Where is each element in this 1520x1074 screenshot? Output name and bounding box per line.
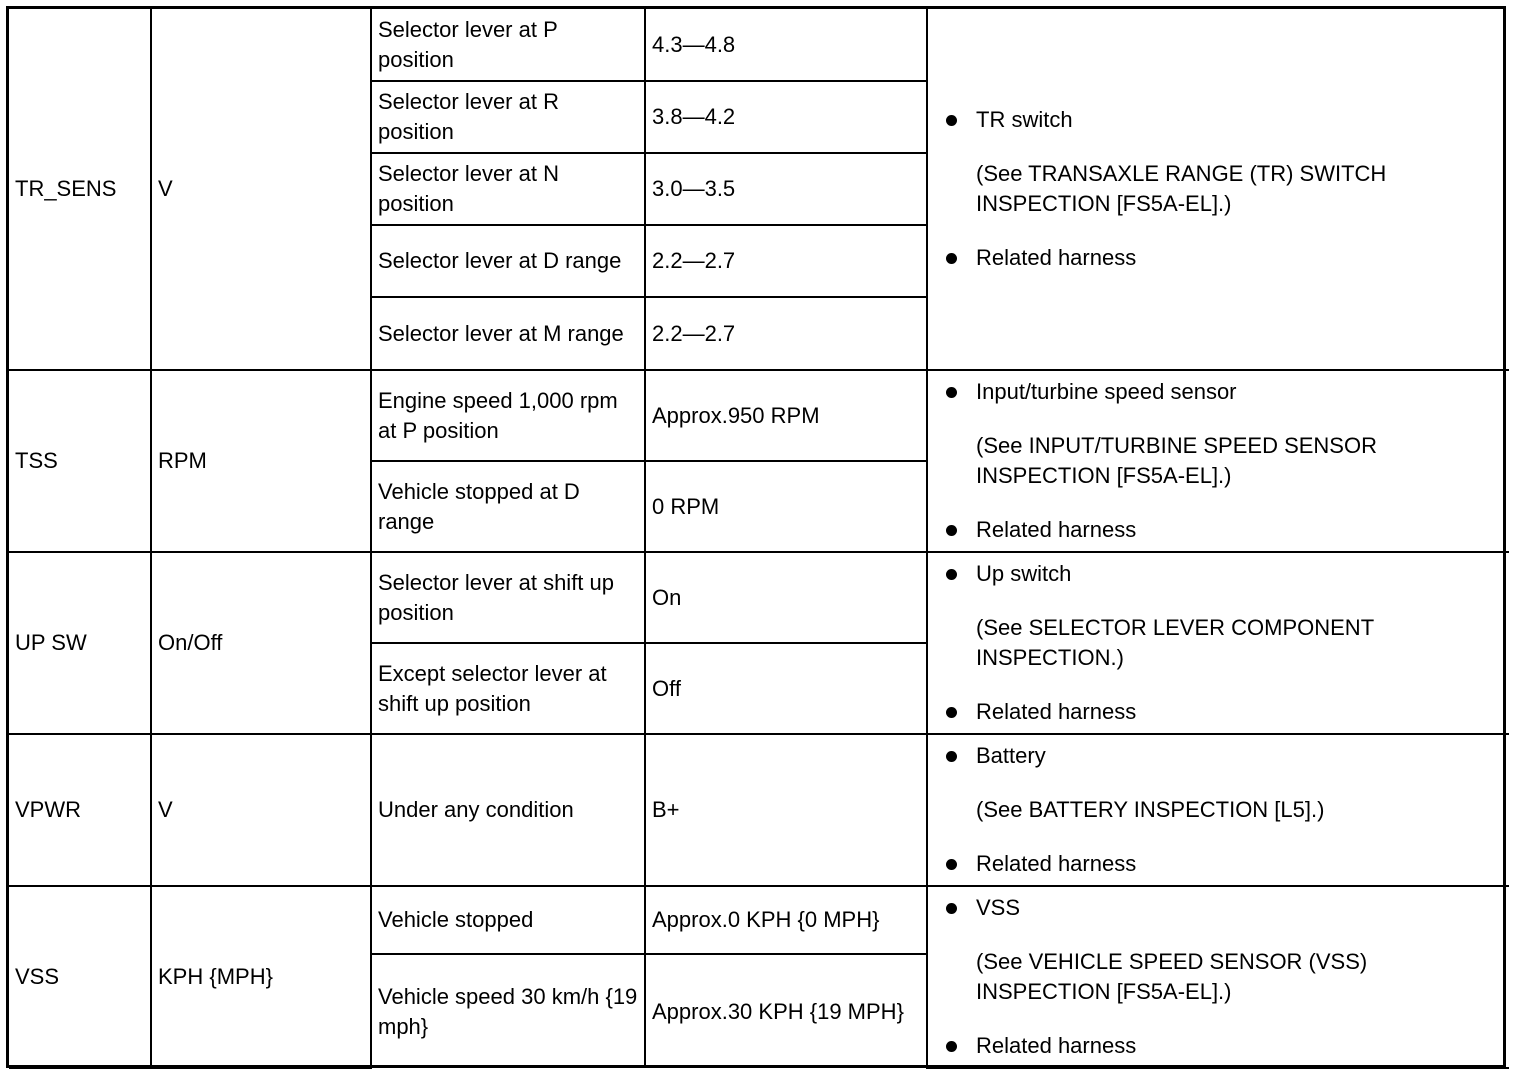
unit-cell: V [151, 734, 371, 886]
table-row [9, 370, 1509, 461]
unit-cell: On/Off [151, 552, 371, 734]
condition-cell: Under any condition [371, 734, 645, 886]
action-related: Related harness [976, 849, 1499, 879]
spec-cell: 2.2—2.7 [645, 225, 927, 297]
condition-cell: Selector lever at P position [371, 9, 645, 81]
spec-cell: 4.3—4.8 [645, 9, 927, 81]
action-cell [927, 552, 1509, 734]
spec-cell: Approx.950 RPM [645, 370, 927, 461]
action-cell [927, 9, 1509, 370]
monitor-item-table [9, 9, 1509, 1069]
pid-cell: UP SW [9, 552, 151, 734]
table-row [9, 552, 1509, 643]
action-note: (See VEHICLE SPEED SENSOR (VSS) INSPECTION [FS5A-EL].) [976, 949, 1368, 1004]
action-item: Input/turbine speed sensor [976, 377, 1499, 407]
unit-cell: V [151, 9, 371, 370]
spec-cell: 0 RPM [645, 461, 927, 552]
action-item: TR switch [976, 105, 1499, 135]
condition-cell: Engine speed 1,000 rpm at P position [371, 370, 645, 461]
action-cell [927, 886, 1509, 1068]
pid-cell: VPWR [9, 734, 151, 886]
table-row [9, 734, 1509, 886]
action-note: (See BATTERY INSPECTION [L5].) [976, 797, 1325, 822]
spec-cell: Approx.0 KPH {0 MPH} [645, 886, 927, 954]
action-item: Up switch [976, 559, 1499, 589]
condition-cell: Vehicle speed 30 km/h {19 mph} [371, 954, 645, 1068]
spec-cell: Approx.30 KPH {19 MPH} [645, 954, 927, 1068]
table-row [9, 9, 1509, 81]
action-cell [927, 734, 1509, 886]
condition-cell: Except selector lever at shift up position [371, 643, 645, 734]
condition-cell: Selector lever at N position [371, 153, 645, 225]
action-note: (See SELECTOR LEVER COMPONENT INSPECTION.) [976, 615, 1374, 670]
action-note: (See TRANSAXLE RANGE (TR) SWITCH INSPECTION [FS5A-EL].) [976, 161, 1387, 216]
pid-cell: TR_SENS [9, 9, 151, 370]
pid-cell: VSS [9, 886, 151, 1068]
spec-cell: B+ [645, 734, 927, 886]
action-related: Related harness [976, 515, 1499, 545]
action-related: Related harness [976, 697, 1499, 727]
spec-cell: 3.0—3.5 [645, 153, 927, 225]
condition-cell: Selector lever at shift up position [371, 552, 645, 643]
condition-cell: Selector lever at M range [371, 297, 645, 370]
condition-cell: Selector lever at R position [371, 81, 645, 153]
monitor-item-table-frame [6, 6, 1506, 1068]
condition-cell: Selector lever at D range [371, 225, 645, 297]
action-related: Related harness [976, 243, 1499, 273]
spec-cell: 3.8—4.2 [645, 81, 927, 153]
condition-cell: Vehicle stopped [371, 886, 645, 954]
pid-cell: TSS [9, 370, 151, 552]
unit-cell: KPH {MPH} [151, 886, 371, 1068]
action-item: Battery [976, 741, 1499, 771]
unit-cell: RPM [151, 370, 371, 552]
action-item: VSS [976, 893, 1499, 923]
action-related: Related harness [976, 1031, 1499, 1061]
action-note: (See INPUT/TURBINE SPEED SENSOR INSPECTION [FS5A-EL].) [976, 433, 1377, 488]
action-cell [927, 370, 1509, 552]
table-row [9, 886, 1509, 954]
spec-cell: 2.2—2.7 [645, 297, 927, 370]
spec-cell: Off [645, 643, 927, 734]
spec-cell: On [645, 552, 927, 643]
condition-cell: Vehicle stopped at D range [371, 461, 645, 552]
